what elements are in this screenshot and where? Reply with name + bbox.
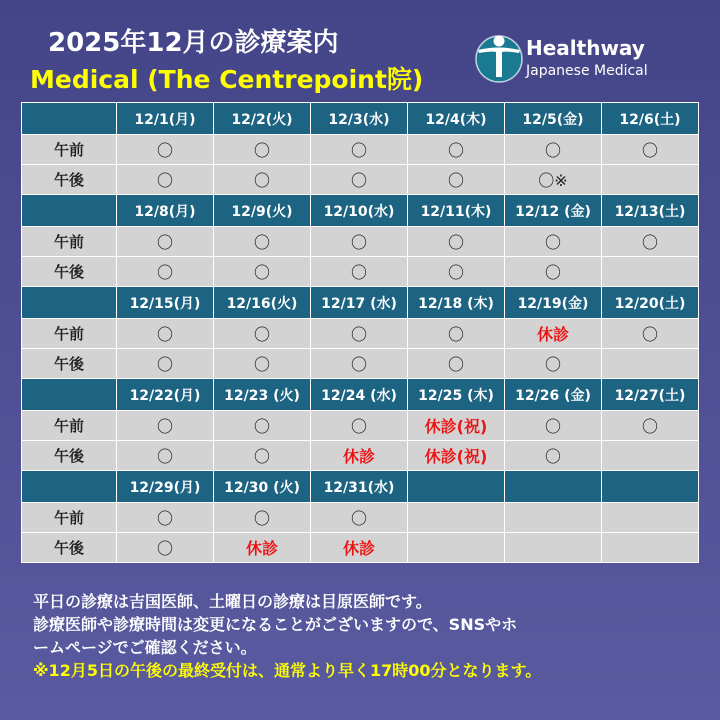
afternoon-label: 午後 (22, 165, 117, 195)
footer-notes (33, 590, 705, 682)
date-header-cell: 12/8(月) (117, 195, 214, 227)
week-header-row (22, 195, 699, 227)
schedule-cell: 〇 (311, 257, 408, 287)
schedule-cell: 〇 (214, 257, 311, 287)
schedule-cell: 休診 (311, 441, 408, 471)
date-header-cell: 12/30 (火) (214, 471, 311, 503)
afternoon-label: 午後 (22, 349, 117, 379)
morning-row (22, 227, 699, 257)
week-header-row (22, 287, 699, 319)
date-header-cell: 12/9(火) (214, 195, 311, 227)
date-header-cell: 12/19(金) (505, 287, 602, 319)
schedule-cell: 〇 (408, 165, 505, 195)
schedule-cell: 〇 (311, 165, 408, 195)
schedule-cell (602, 349, 699, 379)
date-header-cell: 12/6(土) (602, 103, 699, 135)
date-header-cell: 12/20(土) (602, 287, 699, 319)
schedule-cell: 〇 (505, 227, 602, 257)
schedule-cell: 〇 (505, 135, 602, 165)
schedule-cell: 〇 (602, 319, 699, 349)
schedule-cell: 〇 (505, 441, 602, 471)
schedule-cell: 〇 (214, 165, 311, 195)
morning-label: 午前 (22, 503, 117, 533)
date-header-cell: 12/31(水) (311, 471, 408, 503)
schedule-cell: 休診 (214, 533, 311, 563)
schedule-cell: 休診(祝) (408, 411, 505, 441)
schedule-cell (602, 257, 699, 287)
date-header-cell: 12/29(月) (117, 471, 214, 503)
note-line: 平日の診療は吉国医師、土曜日の診療は目原医師です。 (33, 592, 432, 611)
schedule-cell: 〇 (311, 503, 408, 533)
date-header-cell: 12/25 (木) (408, 379, 505, 411)
date-header-cell: 12/11(木) (408, 195, 505, 227)
healthway-person-icon (474, 30, 524, 86)
afternoon-row (22, 257, 699, 287)
schedule-cell: 〇 (117, 441, 214, 471)
schedule-cell: 〇 (602, 411, 699, 441)
schedule-cell: 〇 (117, 533, 214, 563)
schedule-cell: 〇 (602, 227, 699, 257)
schedule-cell: 〇 (311, 411, 408, 441)
schedule-cell (602, 533, 699, 563)
date-header-cell: 12/22(月) (117, 379, 214, 411)
header-blank-cell (22, 379, 117, 411)
schedule-cell: 〇 (505, 411, 602, 441)
afternoon-label: 午後 (22, 533, 117, 563)
schedule-cell (602, 441, 699, 471)
schedule-cell: 休診 (505, 319, 602, 349)
date-header-cell: 12/24 (水) (311, 379, 408, 411)
schedule-cell: 〇 (214, 319, 311, 349)
schedule-cell: 〇 (408, 319, 505, 349)
afternoon-label: 午後 (22, 257, 117, 287)
schedule-cell: 〇※ (505, 165, 602, 195)
morning-row (22, 319, 699, 349)
schedule-cell: 休診(祝) (408, 441, 505, 471)
schedule-cell: 〇 (214, 441, 311, 471)
date-header-cell: 12/10(水) (311, 195, 408, 227)
afternoon-row (22, 165, 699, 195)
schedule-cell: 休診 (311, 533, 408, 563)
schedule-cell: 〇 (408, 135, 505, 165)
header-blank-cell (22, 103, 117, 135)
morning-label: 午前 (22, 319, 117, 349)
notice-line: ※12月5日の午後の最終受付は、通常より早く17時00分となります。 (33, 661, 542, 680)
date-header-cell (505, 471, 602, 503)
afternoon-row (22, 349, 699, 379)
morning-label: 午前 (22, 411, 117, 441)
schedule-cell: 〇 (214, 349, 311, 379)
schedule-cell: 〇 (408, 227, 505, 257)
date-header-cell: 12/5(金) (505, 103, 602, 135)
clinic-subtitle: Medical (The Centrepoint院) (30, 65, 424, 94)
note-line: 診療医師や診療時間は変更になることがございますので、SNSやホ (33, 615, 518, 634)
date-header-cell: 12/13(土) (602, 195, 699, 227)
healthway-logo (474, 30, 714, 86)
schedule-cell: 〇 (214, 411, 311, 441)
week-header-row (22, 103, 699, 135)
week-header-row (22, 379, 699, 411)
afternoon-label: 午後 (22, 441, 117, 471)
schedule-cell (408, 503, 505, 533)
schedule-cell (505, 533, 602, 563)
schedule-cell: 〇 (408, 257, 505, 287)
date-header-cell: 12/1(月) (117, 103, 214, 135)
schedule-cell: 〇 (311, 227, 408, 257)
morning-row (22, 135, 699, 165)
schedule-cell: 〇 (117, 135, 214, 165)
date-header-cell: 12/18 (木) (408, 287, 505, 319)
schedule-table (21, 102, 699, 563)
schedule-cell: 〇 (311, 319, 408, 349)
schedule-cell: 〇 (117, 411, 214, 441)
afternoon-row (22, 533, 699, 563)
schedule-cell (408, 533, 505, 563)
morning-row (22, 503, 699, 533)
logo-name: Healthway (526, 36, 645, 60)
schedule-cell: 〇 (311, 135, 408, 165)
date-header-cell (408, 471, 505, 503)
schedule-cell: 〇 (117, 165, 214, 195)
schedule-cell: 〇 (117, 319, 214, 349)
schedule-cell: 〇 (117, 349, 214, 379)
date-header-cell: 12/3(水) (311, 103, 408, 135)
header-blank-cell (22, 287, 117, 319)
schedule-cell: 〇 (408, 349, 505, 379)
morning-label: 午前 (22, 227, 117, 257)
schedule-cell: 〇 (505, 349, 602, 379)
logo-subtitle: Japanese Medical (526, 63, 648, 79)
schedule-cell (602, 165, 699, 195)
date-header-cell: 12/4(木) (408, 103, 505, 135)
morning-row (22, 411, 699, 441)
schedule-cell: 〇 (505, 257, 602, 287)
morning-label: 午前 (22, 135, 117, 165)
schedule-cell: 〇 (117, 227, 214, 257)
date-header-cell: 12/15(月) (117, 287, 214, 319)
date-header-cell: 12/12 (金) (505, 195, 602, 227)
date-header-cell: 12/23 (火) (214, 379, 311, 411)
date-header-cell: 12/17 (水) (311, 287, 408, 319)
schedule-cell: 〇 (117, 257, 214, 287)
schedule-cell: 〇 (214, 503, 311, 533)
schedule-cell: 〇 (117, 503, 214, 533)
schedule-cell (505, 503, 602, 533)
schedule-cell: 〇 (602, 135, 699, 165)
date-header-cell: 12/2(火) (214, 103, 311, 135)
date-header-cell: 12/16(火) (214, 287, 311, 319)
schedule-cell: 〇 (214, 227, 311, 257)
week-header-row (22, 471, 699, 503)
note-line: ームページでご確認ください。 (33, 638, 257, 657)
date-header-cell: 12/27(土) (602, 379, 699, 411)
afternoon-row (22, 441, 699, 471)
schedule-cell: 〇 (311, 349, 408, 379)
date-header-cell: 12/26 (金) (505, 379, 602, 411)
schedule-cell (602, 503, 699, 533)
date-header-cell (602, 471, 699, 503)
header-blank-cell (22, 195, 117, 227)
header-blank-cell (22, 471, 117, 503)
schedule-cell: 〇 (214, 135, 311, 165)
page-title: 2025年12月の診療案内 (48, 28, 339, 58)
